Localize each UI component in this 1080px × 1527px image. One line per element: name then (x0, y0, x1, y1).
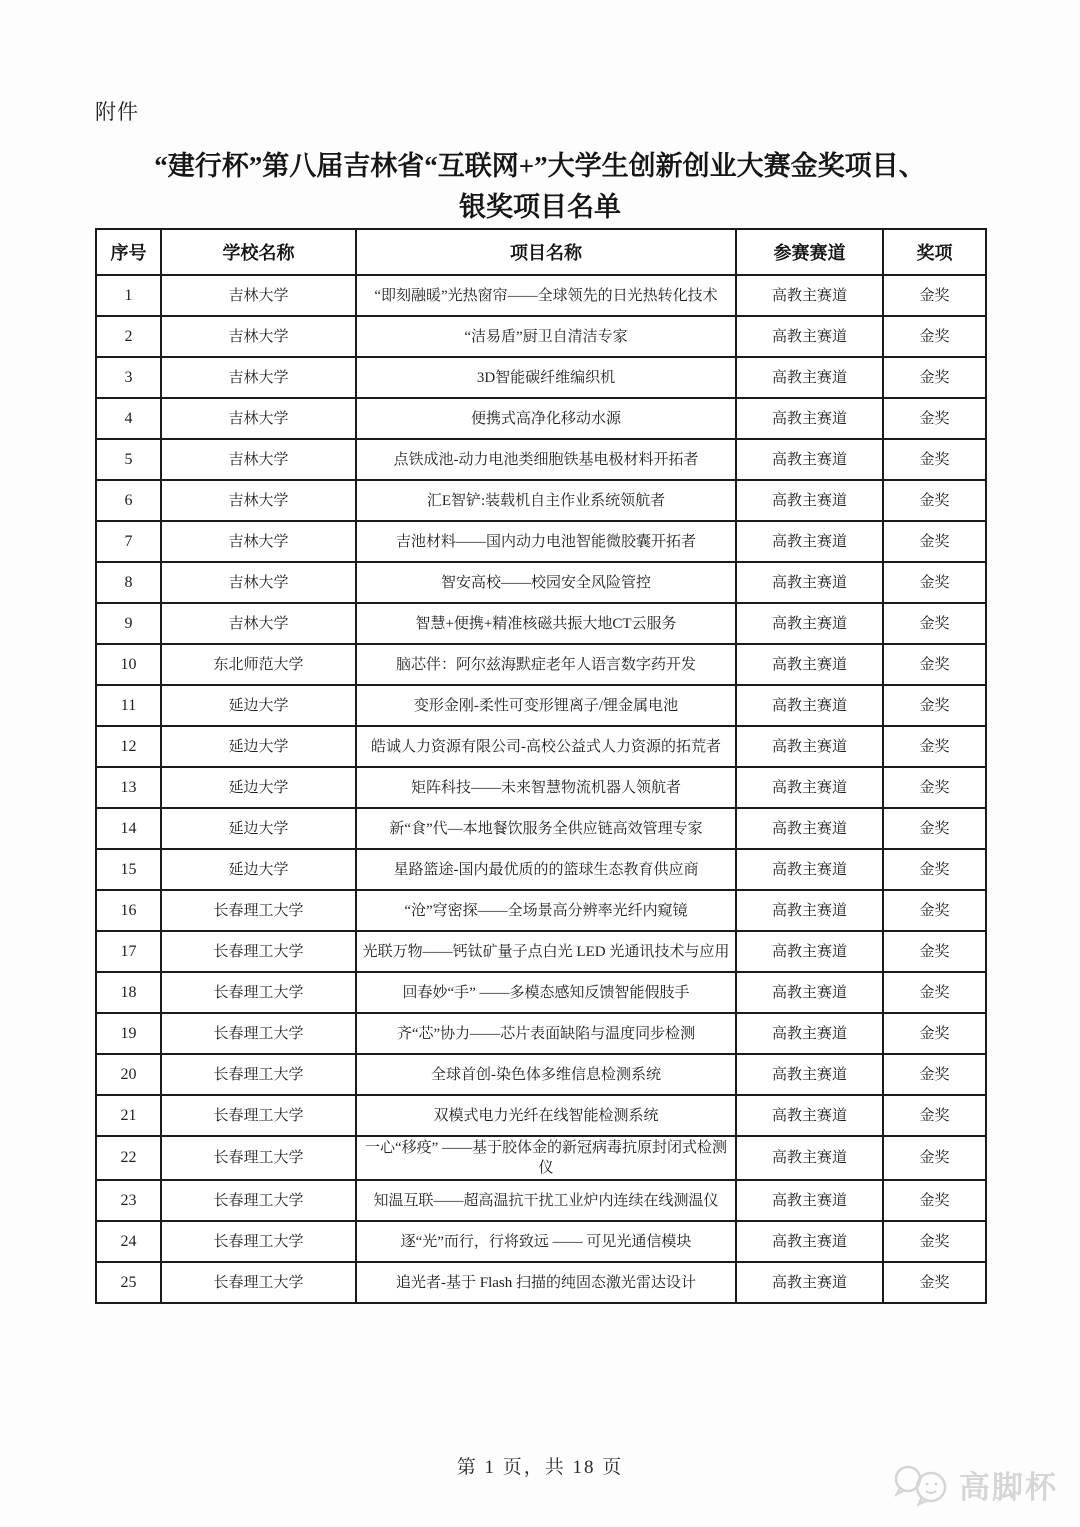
col-project: 知温互联——超高温抗干扰工业炉内连续在线测温仪 (356, 1180, 736, 1221)
page-title (0, 146, 1080, 227)
col-track: 高教主赛道 (736, 521, 883, 562)
col-no: 18 (96, 972, 161, 1013)
table-row (96, 1221, 986, 1262)
table-header-row (96, 229, 986, 275)
col-project: 皓诚人力资源有限公司-高校公益式人力资源的拓荒者 (356, 726, 736, 767)
table-row (96, 480, 986, 521)
col-no: 23 (96, 1180, 161, 1221)
col-award: 金奖 (883, 644, 986, 685)
watermark (891, 1462, 1058, 1507)
col-award: 金奖 (883, 603, 986, 644)
col-school: 吉林大学 (161, 316, 356, 357)
table-row (96, 767, 986, 808)
header-col-project: 项目名称 (356, 229, 736, 275)
header-col-no: 序号 (96, 229, 161, 275)
col-project: 矩阵科技——未来智慧物流机器人领航者 (356, 767, 736, 808)
col-no: 10 (96, 644, 161, 685)
table-row (96, 849, 986, 890)
col-project: 光联万物——钙钛矿量子点白光 LED 光通讯技术与应用 (356, 931, 736, 972)
col-project: 汇E智铲:装载机自主作业系统领航者 (356, 480, 736, 521)
col-project: 双模式电力光纤在线智能检测系统 (356, 1095, 736, 1136)
table-row (96, 1180, 986, 1221)
col-track: 高教主赛道 (736, 849, 883, 890)
col-school: 吉林大学 (161, 562, 356, 603)
col-project: “沧”穹密探——全场景高分辨率光纤内窥镜 (356, 890, 736, 931)
col-award: 金奖 (883, 357, 986, 398)
col-no: 25 (96, 1262, 161, 1303)
col-project: 一心“移疫” ——基于胶体金的新冠病毒抗原封闭式检测仪 (356, 1136, 736, 1180)
col-award: 金奖 (883, 439, 986, 480)
col-school: 延边大学 (161, 849, 356, 890)
col-project: 脑芯伴：阿尔兹海默症老年人语言数字药开发 (356, 644, 736, 685)
col-school: 延边大学 (161, 726, 356, 767)
table-row (96, 1095, 986, 1136)
col-no: 19 (96, 1013, 161, 1054)
col-school: 延边大学 (161, 685, 356, 726)
col-project: 点铁成池-动力电池类细胞铁基电极材料开拓者 (356, 439, 736, 480)
col-project: 便携式高净化移动水源 (356, 398, 736, 439)
chat-bubbles-icon (891, 1463, 953, 1507)
col-no: 9 (96, 603, 161, 644)
col-award: 金奖 (883, 521, 986, 562)
col-no: 5 (96, 439, 161, 480)
col-award: 金奖 (883, 726, 986, 767)
col-track: 高教主赛道 (736, 398, 883, 439)
col-school: 吉林大学 (161, 275, 356, 316)
col-award: 金奖 (883, 849, 986, 890)
col-track: 高教主赛道 (736, 275, 883, 316)
attachment-label: 附件 (95, 100, 139, 124)
col-school: 吉林大学 (161, 357, 356, 398)
col-award: 金奖 (883, 1221, 986, 1262)
col-school: 长春理工大学 (161, 1054, 356, 1095)
col-school: 长春理工大学 (161, 931, 356, 972)
col-award: 金奖 (883, 1180, 986, 1221)
col-no: 13 (96, 767, 161, 808)
awards-table (95, 228, 987, 1304)
table-row (96, 521, 986, 562)
col-school: 延边大学 (161, 767, 356, 808)
col-school: 吉林大学 (161, 521, 356, 562)
col-school: 吉林大学 (161, 480, 356, 521)
col-award: 金奖 (883, 1013, 986, 1054)
col-award: 金奖 (883, 1136, 986, 1180)
col-school: 长春理工大学 (161, 1262, 356, 1303)
table-row (96, 685, 986, 726)
watermark-text: 高脚杯 (959, 1470, 1058, 1505)
col-no: 6 (96, 480, 161, 521)
col-school: 吉林大学 (161, 439, 356, 480)
col-project: 3D智能碳纤维编织机 (356, 357, 736, 398)
col-track: 高教主赛道 (736, 890, 883, 931)
table-row (96, 644, 986, 685)
col-no: 3 (96, 357, 161, 398)
col-award: 金奖 (883, 275, 986, 316)
header-col-track: 参赛赛道 (736, 229, 883, 275)
table-body (96, 275, 986, 1303)
col-project: 新“食”代—本地餐饮服务全供应链高效管理专家 (356, 808, 736, 849)
col-school: 长春理工大学 (161, 1180, 356, 1221)
col-track: 高教主赛道 (736, 316, 883, 357)
col-award: 金奖 (883, 1262, 986, 1303)
col-no: 12 (96, 726, 161, 767)
col-no: 24 (96, 1221, 161, 1262)
col-no: 2 (96, 316, 161, 357)
col-track: 高教主赛道 (736, 808, 883, 849)
table-row (96, 439, 986, 480)
col-track: 高教主赛道 (736, 726, 883, 767)
col-track: 高教主赛道 (736, 644, 883, 685)
col-award: 金奖 (883, 808, 986, 849)
table-row (96, 1262, 986, 1303)
col-school: 吉林大学 (161, 398, 356, 439)
col-track: 高教主赛道 (736, 685, 883, 726)
col-track: 高教主赛道 (736, 1221, 883, 1262)
col-project: 变形金刚-柔性可变形锂离子/锂金属电池 (356, 685, 736, 726)
col-no: 7 (96, 521, 161, 562)
col-school: 长春理工大学 (161, 1095, 356, 1136)
col-award: 金奖 (883, 398, 986, 439)
table-row (96, 275, 986, 316)
col-track: 高教主赛道 (736, 1136, 883, 1180)
table-row (96, 398, 986, 439)
col-school: 长春理工大学 (161, 890, 356, 931)
col-track: 高教主赛道 (736, 439, 883, 480)
col-no: 15 (96, 849, 161, 890)
col-project: “洁易盾”厨卫自清洁专家 (356, 316, 736, 357)
col-track: 高教主赛道 (736, 931, 883, 972)
col-track: 高教主赛道 (736, 1180, 883, 1221)
col-no: 16 (96, 890, 161, 931)
table-row (96, 603, 986, 644)
table-row (96, 890, 986, 931)
col-no: 22 (96, 1136, 161, 1180)
col-project: “即刻融暖”光热窗帘——全球领先的日光热转化技术 (356, 275, 736, 316)
col-track: 高教主赛道 (736, 480, 883, 521)
col-award: 金奖 (883, 316, 986, 357)
col-track: 高教主赛道 (736, 357, 883, 398)
col-project: 齐“芯”协力——芯片表面缺陷与温度同步检测 (356, 1013, 736, 1054)
col-award: 金奖 (883, 767, 986, 808)
col-project: 智慧+便携+精准核磁共振大地CT云服务 (356, 603, 736, 644)
table-row (96, 1013, 986, 1054)
col-track: 高教主赛道 (736, 1054, 883, 1095)
table-row (96, 808, 986, 849)
table-row (96, 972, 986, 1013)
col-school: 东北师范大学 (161, 644, 356, 685)
col-track: 高教主赛道 (736, 972, 883, 1013)
col-no: 8 (96, 562, 161, 603)
header-col-award: 奖项 (883, 229, 986, 275)
col-no: 11 (96, 685, 161, 726)
page-number: 第 1 页，共 18 页 (456, 1457, 624, 1478)
col-track: 高教主赛道 (736, 562, 883, 603)
col-no: 4 (96, 398, 161, 439)
col-award: 金奖 (883, 1095, 986, 1136)
col-school: 吉林大学 (161, 603, 356, 644)
table-row (96, 562, 986, 603)
table-row (96, 931, 986, 972)
col-school: 长春理工大学 (161, 1013, 356, 1054)
col-project: 追光者-基于 Flash 扫描的纯固态激光雷达设计 (356, 1262, 736, 1303)
table-row (96, 726, 986, 767)
col-award: 金奖 (883, 931, 986, 972)
col-project: 逐“光”而行，行将致远 —— 可见光通信模块 (356, 1221, 736, 1262)
header-col-school: 学校名称 (161, 229, 356, 275)
col-track: 高教主赛道 (736, 767, 883, 808)
col-no: 21 (96, 1095, 161, 1136)
col-project: 星路篮途-国内最优质的的篮球生态教育供应商 (356, 849, 736, 890)
col-track: 高教主赛道 (736, 1262, 883, 1303)
col-school: 延边大学 (161, 808, 356, 849)
col-award: 金奖 (883, 1054, 986, 1095)
col-award: 金奖 (883, 685, 986, 726)
col-award: 金奖 (883, 562, 986, 603)
table-row (96, 316, 986, 357)
col-award: 金奖 (883, 890, 986, 931)
col-project: 全球首创-染色体多维信息检测系统 (356, 1054, 736, 1095)
col-project: 智安高校——校园安全风险管控 (356, 562, 736, 603)
col-no: 14 (96, 808, 161, 849)
col-track: 高教主赛道 (736, 1095, 883, 1136)
col-no: 20 (96, 1054, 161, 1095)
table-row (96, 1054, 986, 1095)
table-row (96, 357, 986, 398)
col-project: 吉池材料——国内动力电池智能微胶囊开拓者 (356, 521, 736, 562)
col-no: 17 (96, 931, 161, 972)
col-school: 长春理工大学 (161, 972, 356, 1013)
table-row (96, 1136, 986, 1180)
col-track: 高教主赛道 (736, 603, 883, 644)
col-no: 1 (96, 275, 161, 316)
col-track: 高教主赛道 (736, 1013, 883, 1054)
page-title-line1: “建行杯”第八届吉林省“互联网+”大学生创新创业大赛金奖项目、 (154, 151, 926, 181)
col-school: 长春理工大学 (161, 1221, 356, 1262)
col-award: 金奖 (883, 480, 986, 521)
col-award: 金奖 (883, 972, 986, 1013)
page-title-line2: 银奖项目名单 (459, 191, 621, 222)
col-project: 回春妙“手” ——多模态感知反馈智能假肢手 (356, 972, 736, 1013)
col-school: 长春理工大学 (161, 1136, 356, 1180)
